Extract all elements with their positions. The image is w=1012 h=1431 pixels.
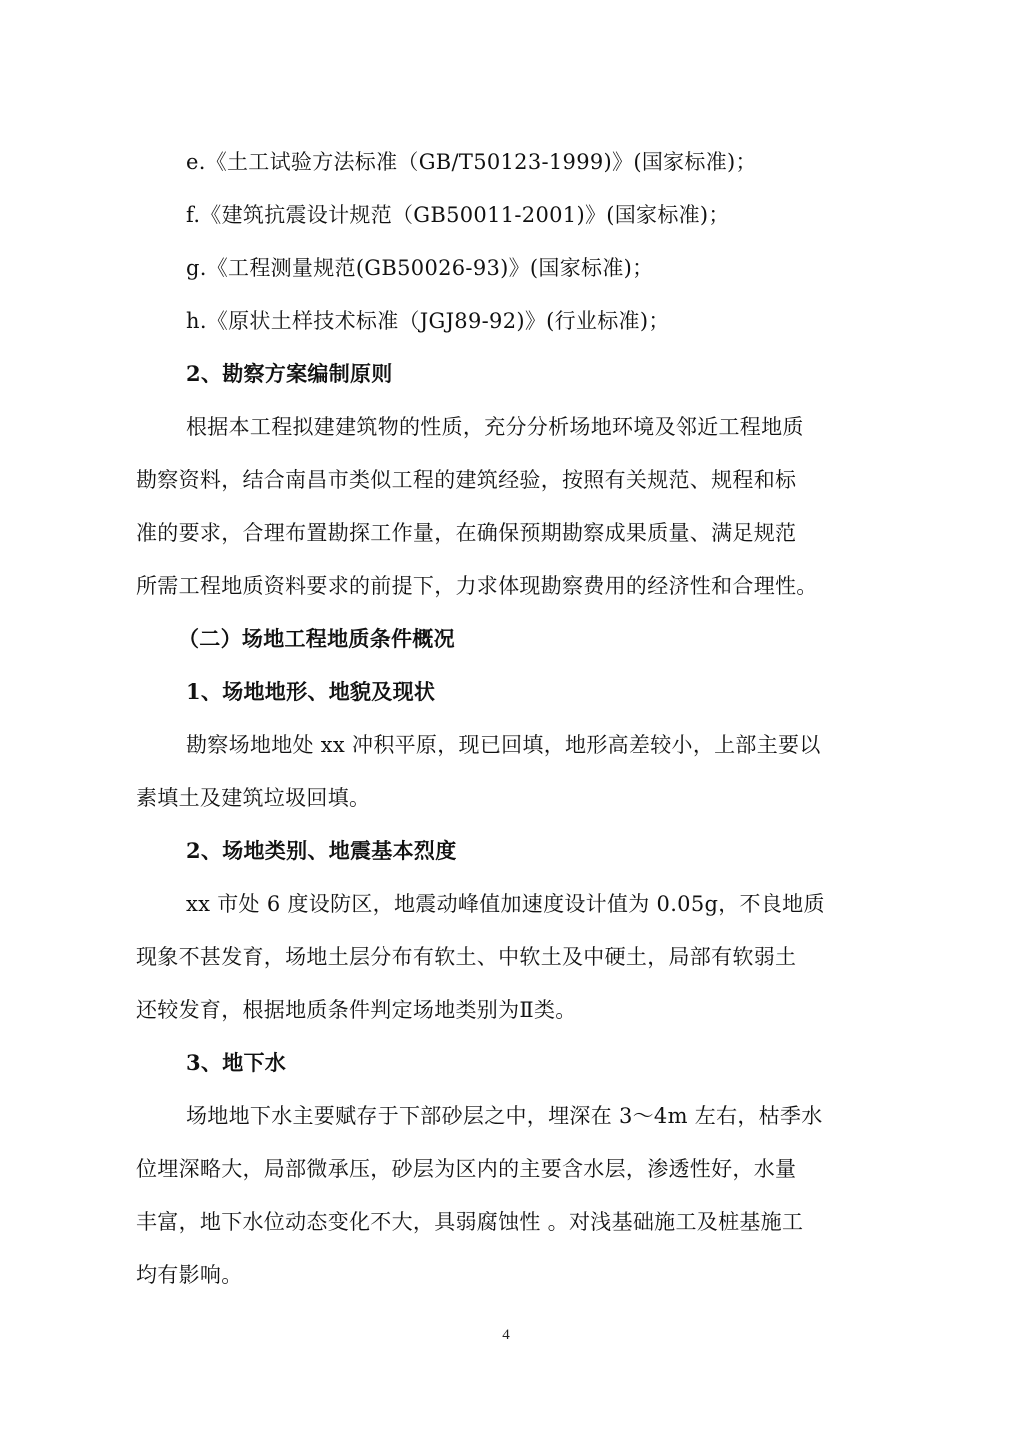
- paragraph-line: 所需工程地质资料要求的前提下，力求体现勘察费用的经济性和合理性。: [136, 574, 818, 598]
- paragraph-line: 根据本工程拟建建筑物的性质，充分分析场地环境及邻近工程地质: [186, 415, 804, 439]
- subsection-heading: 2、场地类别、地震基本烈度: [186, 838, 457, 863]
- part-heading: （二）场地工程地质条件概况: [178, 626, 455, 651]
- paragraph-line: xx 市处 6 度设防区，地震动峰值加速度设计值为 0.05g，不良地质: [186, 892, 825, 916]
- paragraph-line: 素填土及建筑垃圾回填。: [136, 786, 371, 810]
- subsection-heading: 3、地下水: [186, 1050, 287, 1075]
- paragraph-line: 位埋深略大，局部微承压，砂层为区内的主要含水层，渗透性好，水量: [136, 1157, 797, 1181]
- paragraph-line: 还较发育，根据地质条件判定场地类别为Ⅱ类。: [136, 998, 577, 1022]
- paragraph-line: 均有影响。: [136, 1263, 243, 1287]
- paragraph-line: 现象不甚发育，场地土层分布有软土、中软土及中硬土，局部有软弱土: [136, 945, 797, 969]
- paragraph-line: 准的要求，合理布置勘探工作量，在确保预期勘察成果质量、满足规范: [136, 521, 797, 545]
- page-number: 4: [502, 1327, 510, 1343]
- paragraph-line: 场地地下水主要赋存于下部砂层之中，埋深在 3～4m 左右，枯季水: [186, 1104, 823, 1128]
- paragraph-line: 勘察场地地处 xx 冲积平原，现已回填，地形高差较小，上部主要以: [186, 733, 821, 757]
- reference-e: e.《土工试验方法标准（GB/T50123-1999)》(国家标准)；: [186, 150, 757, 174]
- reference-h: h.《原状土样技术标准（JGJ89-92)》(行业标准)；: [186, 309, 670, 333]
- subsection-heading: 1、场地地形、地貌及现状: [186, 679, 436, 704]
- reference-g: g.《工程测量规范(GB50026-93)》(国家标准)；: [186, 256, 654, 280]
- section-heading: 2、勘察方案编制原则: [186, 361, 393, 386]
- paragraph-line: 丰富，地下水位动态变化不大，具弱腐蚀性 。对浅基础施工及桩基施工: [136, 1210, 804, 1234]
- paragraph-line: 勘察资料，结合南昌市类似工程的建筑经验，按照有关规范、规程和标: [136, 468, 797, 492]
- reference-f: f.《建筑抗震设计规范（GB50011-2001)》(国家标准)；: [186, 203, 730, 227]
